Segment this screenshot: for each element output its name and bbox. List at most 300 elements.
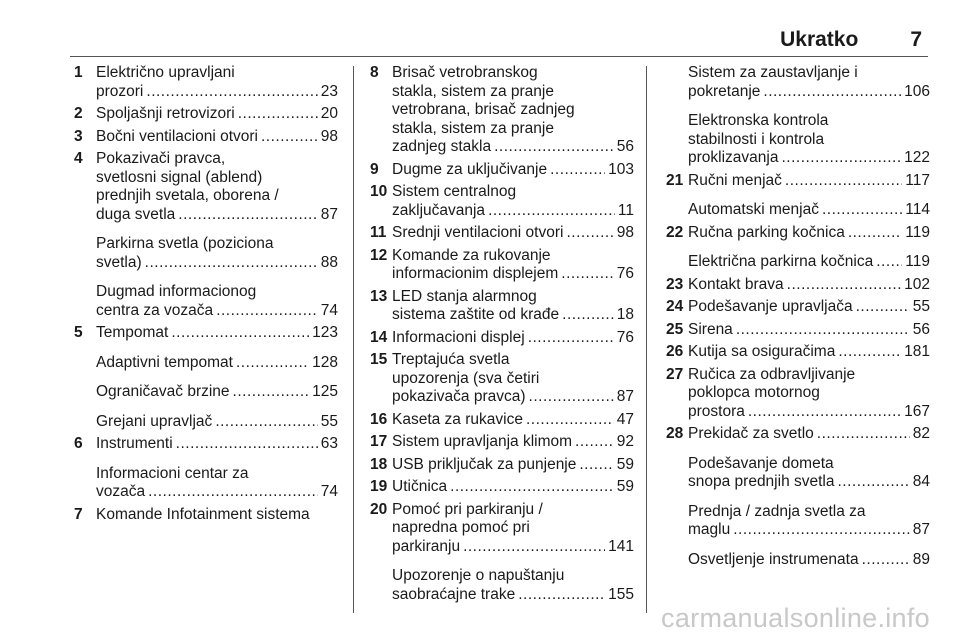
- toc-entry-title-line: proklizavanja: [688, 149, 779, 166]
- toc-entry: [662, 172, 930, 191]
- toc-entry-title-line: Automatski menjač: [688, 201, 819, 218]
- toc-entry-text: [688, 455, 930, 492]
- toc-entry-title-line: Srednji ventilacioni otvori: [392, 224, 564, 241]
- toc-entry-page: 181: [904, 343, 930, 360]
- toc-entry-page: 11: [617, 201, 634, 219]
- toc-entry-number: 4: [74, 150, 83, 167]
- toc-entry-title-line: Ručna parking kočnica: [688, 223, 845, 241]
- toc-entry-title-line: centra za vozača: [96, 301, 214, 319]
- toc-entry-number: 3: [74, 127, 83, 145]
- toc-entry-last-line: [392, 138, 634, 157]
- toc-entry-number: 9: [370, 160, 379, 178]
- toc-entry: [662, 64, 930, 101]
- toc-entry: [70, 324, 338, 343]
- dot-leader: [876, 253, 902, 272]
- toc-entry-text: [688, 551, 930, 570]
- toc-entry-number: 6: [74, 435, 83, 452]
- toc-entry-title-line: Podešavanje dometa: [688, 454, 834, 472]
- toc-entry-last-line: [392, 433, 634, 452]
- dot-leader: [733, 521, 910, 540]
- toc-entry-title-line: Informacioni displej: [392, 328, 525, 346]
- toc-entry: [366, 161, 634, 180]
- page-number: 7: [910, 28, 922, 51]
- toc-entry: [662, 551, 930, 570]
- toc-entry: [70, 105, 338, 124]
- toc-entry-page: 55: [912, 298, 930, 315]
- toc-entry-text: [96, 235, 338, 272]
- toc-entry-last-line: [96, 383, 338, 402]
- toc-entry-text: [688, 366, 930, 422]
- toc-entry-page: 141: [608, 537, 634, 555]
- toc-entry-title-line: vozača: [96, 483, 146, 500]
- toc-entry-title-line: Ručni menjač: [688, 171, 782, 189]
- toc-entry-last-line: [96, 435, 338, 454]
- toc-entry-last-line: [688, 298, 930, 317]
- toc-entry-last-line: [688, 403, 930, 422]
- toc-entry-number: 12: [370, 246, 388, 264]
- toc-entry-text: [392, 478, 634, 497]
- toc-entry: [662, 298, 930, 317]
- dot-leader: [848, 224, 902, 243]
- toc-entry-last-line: [688, 473, 930, 492]
- toc-entry-text: [688, 253, 930, 272]
- toc-entry-number: 23: [666, 275, 684, 293]
- toc-entry-title-line: Pokazivači pravca,: [96, 150, 226, 167]
- dot-leader: [856, 298, 910, 317]
- dot-leader: [822, 201, 902, 220]
- dot-leader: [781, 149, 901, 168]
- dot-leader: [146, 83, 317, 102]
- toc-entry-last-line: [688, 83, 930, 102]
- toc-entry-text: [392, 433, 634, 452]
- dot-leader: [838, 343, 901, 362]
- toc-entry-text: [392, 183, 634, 220]
- toc-entry-title-line: Dugmad informacionog: [96, 283, 257, 300]
- toc-entry-page: 114: [905, 201, 930, 218]
- toc-entry-last-line: [392, 456, 634, 475]
- toc-entry-page: 55: [320, 412, 338, 430]
- toc-entry-page: 98: [320, 127, 338, 145]
- toc-entry: [366, 288, 634, 325]
- dot-leader: [261, 128, 318, 147]
- toc-entry: [366, 247, 634, 284]
- toc-entry-title-line: Ograničavač brzine: [96, 383, 230, 400]
- page-title: Ukratko: [780, 28, 859, 51]
- toc-entry-last-line: [96, 302, 338, 321]
- toc-entry-title-line: pokretanje: [688, 82, 761, 100]
- toc-entry-text: [392, 456, 634, 475]
- toc-entry-page: 87: [320, 205, 338, 223]
- toc-entry-text: [392, 351, 634, 407]
- dot-leader: [145, 254, 318, 273]
- toc-entry-page: 20: [320, 105, 338, 122]
- toc-entry: [366, 64, 634, 157]
- toc-entry: [366, 183, 634, 220]
- toc-entry-title-line: informacionim displejem: [392, 265, 559, 282]
- toc-entry-last-line: [392, 306, 634, 325]
- toc-entry-number: [662, 503, 688, 540]
- toc-entry-last-line: [96, 413, 338, 432]
- toc-entry-title-line: Prekidač za svetlo: [688, 425, 814, 442]
- toc-entry-number: 26: [666, 343, 684, 360]
- toc-entry-title-line: poklopca motornog: [688, 384, 820, 401]
- toc-entry: [70, 435, 338, 454]
- toc-entry-last-line: [688, 276, 930, 295]
- toc-entry-title-line: upozorenja (sva četiri: [392, 369, 540, 387]
- toc-entry-number: 17: [370, 433, 388, 450]
- toc-entry-title-line: svetla): [96, 253, 142, 271]
- toc-entry-page: 76: [616, 265, 634, 282]
- toc-entry-page: 74: [320, 483, 338, 500]
- toc-entry-title-line: Tempomat: [96, 324, 169, 341]
- toc-entry-last-line: [392, 161, 634, 180]
- toc-entry: [70, 383, 338, 402]
- toc-entry: [70, 283, 338, 320]
- toc-entry-text: [392, 288, 634, 325]
- toc-entry-title-line: prozori: [96, 82, 144, 100]
- toc-entry-title-line: Kontakt brava: [688, 275, 784, 293]
- dot-leader: [526, 411, 614, 430]
- toc-entry-title-line: Grejani upravljač: [96, 412, 213, 430]
- toc-entry-title-line: stabilnosti i kontrola: [688, 130, 825, 148]
- toc-entry-text: [392, 247, 634, 284]
- dot-leader: [216, 302, 318, 321]
- toc-entry-title-line: duga svetla: [96, 205, 176, 223]
- toc-entry-text: [96, 324, 338, 343]
- toc-entry-title-line: Upozorenje o napuštanju: [392, 567, 565, 584]
- toc-entry-number: 27: [666, 365, 684, 383]
- toc-entry-number: [70, 383, 96, 402]
- toc-entry-title-line: Prednja / zadnja svetla za: [688, 502, 866, 520]
- toc-entry-text: [392, 224, 634, 243]
- toc-entry-text: [96, 354, 338, 373]
- dot-leader: [529, 388, 614, 407]
- toc-entry-page: 59: [616, 455, 634, 473]
- toc-entry: [366, 478, 634, 497]
- dot-leader: [488, 202, 615, 221]
- toc-entry-last-line: [688, 551, 930, 570]
- dot-leader: [176, 435, 318, 454]
- toc-entry-number: [70, 354, 96, 373]
- toc-entry-number: 22: [666, 223, 684, 241]
- toc-entry-last-line: [96, 254, 338, 273]
- toc-entry-page: 125: [312, 383, 338, 400]
- toc-entry-page: 117: [905, 171, 930, 189]
- dot-leader: [550, 161, 605, 180]
- dot-leader: [148, 483, 318, 502]
- toc-entry-number: [662, 455, 688, 492]
- toc-entry-text: [392, 567, 634, 604]
- toc-entry-number: 13: [370, 287, 388, 305]
- toc-entry: [70, 465, 338, 502]
- toc-entry-page: 119: [905, 223, 930, 241]
- toc-entry-page: 84: [912, 473, 930, 490]
- toc-column-2: [366, 64, 634, 608]
- watermark: carmanualsonline.info: [661, 603, 930, 633]
- toc-entry-title-line: Parkirna svetla (poziciona: [96, 235, 274, 252]
- toc-entry: [662, 321, 930, 340]
- toc-entry-title-line: zadnjeg stakla: [392, 138, 492, 155]
- toc-entry-title-line: Električno upravljani: [96, 64, 235, 81]
- toc-entry-last-line: [688, 321, 930, 340]
- dot-leader: [528, 329, 614, 348]
- dot-leader: [817, 425, 910, 444]
- toc-entry-last-line: [96, 506, 338, 525]
- toc-entry: [70, 506, 338, 525]
- toc-entry-title-line: Instrumenti: [96, 435, 173, 452]
- toc-entry-text: [688, 298, 930, 317]
- toc-entry: [70, 150, 338, 224]
- column-divider: [353, 66, 354, 613]
- toc-entry-text: [688, 201, 930, 220]
- toc-entry-number: 10: [370, 183, 388, 200]
- toc-entry: [662, 343, 930, 362]
- toc-entry-title-line: Pomoć pri parkiranju /: [392, 500, 543, 518]
- toc-entry-title-line: Električna parkirna kočnica: [688, 253, 874, 270]
- toc-entry-text: [392, 501, 634, 557]
- dot-leader: [463, 538, 605, 557]
- toc-entry: [366, 351, 634, 407]
- toc-entry-text: [96, 506, 338, 525]
- toc-entry: [662, 366, 930, 422]
- toc-entry-title-line: Spoljašnji retrovizori: [96, 105, 235, 122]
- dot-leader: [748, 403, 901, 422]
- toc-entry-text: [392, 411, 634, 430]
- toc-entry-page: 167: [904, 402, 930, 420]
- toc-entry-last-line: [392, 586, 634, 605]
- toc-entry-title-line: sistema zaštite od krađe: [392, 306, 560, 323]
- toc-entry: [70, 354, 338, 373]
- toc-entry-number: 2: [74, 105, 83, 122]
- header-rule: [70, 56, 928, 57]
- toc-entry-number: 28: [666, 425, 684, 442]
- toc-entry-page: 98: [616, 224, 634, 241]
- toc-entry-title-line: Osvetljenje instrumenata: [688, 550, 859, 568]
- dot-leader: [238, 105, 318, 124]
- dot-leader: [171, 324, 309, 343]
- toc-entry-page: 92: [616, 433, 634, 450]
- toc-entry-text: [688, 503, 930, 540]
- toc-entry-title-line: maglu: [688, 521, 731, 538]
- toc-entry-title-line: pokazivača pravca): [392, 388, 526, 405]
- toc-entry-title-line: Dugme za uključivanje: [392, 160, 548, 178]
- toc-entry-text: [96, 413, 338, 432]
- toc-entry-page: 128: [312, 353, 338, 371]
- toc-entry-page: 76: [616, 328, 634, 346]
- toc-entry-last-line: [392, 224, 634, 243]
- toc-entry-text: [96, 64, 338, 101]
- toc-entry-page: 89: [912, 550, 930, 568]
- toc-entry: [366, 411, 634, 430]
- toc-entry-number: 1: [74, 64, 83, 81]
- toc-entry-text: [688, 112, 930, 168]
- toc-entry-number: 25: [666, 320, 684, 338]
- toc-entry-last-line: [392, 329, 634, 348]
- toc-entry-title-line: stakla, sistem za pranje: [392, 119, 554, 137]
- toc-entry-number: 24: [666, 298, 684, 315]
- toc-entry-text: [688, 64, 930, 101]
- toc-entry-page: 82: [912, 425, 930, 442]
- toc-entry-text: [392, 64, 634, 157]
- toc-entry-number: [366, 567, 392, 604]
- toc-entry-page: 74: [320, 301, 338, 319]
- toc-entry-page: 18: [616, 306, 634, 323]
- toc-entry: [662, 455, 930, 492]
- toc-entry-last-line: [688, 521, 930, 540]
- toc-entry-page: 122: [904, 149, 930, 166]
- toc-entry-text: [688, 276, 930, 295]
- toc-entry-title-line: Sistem za zaustavljanje i: [688, 64, 858, 81]
- dot-leader: [178, 206, 317, 225]
- toc-entry-last-line: [688, 253, 930, 272]
- dot-leader: [215, 413, 317, 432]
- toc-entry-title-line: Elektronska kontrola: [688, 112, 829, 129]
- toc-entry-last-line: [392, 202, 634, 221]
- toc-entry-number: 8: [370, 64, 379, 81]
- toc-entry-title-line: USB priključak za punjenje: [392, 455, 577, 473]
- toc-entry-last-line: [392, 538, 634, 557]
- toc-entry-last-line: [96, 105, 338, 124]
- toc-entry-number: 7: [74, 505, 83, 523]
- toc-entry-page: 87: [912, 521, 930, 538]
- toc-entry: [662, 425, 930, 444]
- toc-entry-number: [70, 465, 96, 502]
- toc-entry-number: [70, 283, 96, 320]
- toc-entry: [366, 567, 634, 604]
- toc-entry-text: [688, 172, 930, 191]
- toc-entry-last-line: [96, 206, 338, 225]
- toc-entry-page: 23: [320, 82, 338, 100]
- dot-leader: [579, 456, 613, 475]
- toc-entry-title-line: Sirena: [688, 320, 733, 338]
- toc-entry-last-line: [96, 128, 338, 147]
- toc-entry-page: 123: [312, 324, 338, 341]
- toc-entry-text: [96, 383, 338, 402]
- toc-entry: [70, 64, 338, 101]
- toc-entry-number: [70, 235, 96, 272]
- toc-entry-last-line: [688, 201, 930, 220]
- toc-entry-page: 63: [320, 435, 338, 452]
- toc-entry-page: 47: [616, 410, 634, 428]
- toc-entry-title-line: prostora: [688, 402, 745, 420]
- toc-entry: [70, 235, 338, 272]
- toc-entry-number: 14: [370, 328, 388, 346]
- toc-entry: [662, 112, 930, 168]
- toc-entry-last-line: [392, 411, 634, 430]
- toc-entry-title-line: Informacioni centar za: [96, 464, 249, 482]
- toc-entry-page: 88: [320, 253, 338, 271]
- dot-leader: [575, 433, 614, 452]
- toc-entry: [70, 128, 338, 147]
- toc-entry-title-line: zaključavanja: [392, 201, 486, 219]
- toc-entry-page: 59: [616, 478, 634, 495]
- toc-entry: [70, 413, 338, 432]
- toc-entry-title-line: Bočni ventilacioni otvori: [96, 127, 258, 145]
- dot-leader: [566, 224, 613, 243]
- toc-entry-number: 19: [370, 478, 388, 495]
- toc-entry-title-line: Adaptivni tempomat: [96, 353, 233, 371]
- toc-entry-title-line: Komande za rukovanje: [392, 246, 551, 264]
- dot-leader: [862, 551, 910, 570]
- toc-entry-last-line: [688, 343, 930, 362]
- dot-leader: [562, 306, 614, 325]
- toc-entry-title-line: Sistem centralnog: [392, 183, 517, 200]
- toc-entry-page: 87: [616, 388, 634, 405]
- toc-entry: [366, 456, 634, 475]
- dot-leader: [233, 383, 310, 402]
- toc-entry-title-line: Sistem upravljanja klimom: [392, 433, 573, 450]
- toc-entry-number: 21: [666, 171, 684, 189]
- toc-entry: [662, 253, 930, 272]
- toc-entry-title-line: saobraćajne trake: [392, 585, 516, 603]
- toc-entry-page: 102: [904, 275, 930, 293]
- toc-entry-page: 155: [608, 585, 634, 603]
- toc-entry-last-line: [392, 265, 634, 284]
- toc-entry: [366, 501, 634, 557]
- toc-entry-title-line: Utičnica: [392, 478, 448, 495]
- dot-leader: [494, 138, 614, 157]
- toc-entry-last-line: [688, 172, 930, 191]
- toc-entry-number: 11: [370, 224, 387, 241]
- column-divider: [646, 66, 647, 613]
- toc-entry-page: 56: [912, 320, 930, 338]
- toc-entry-number: 15: [370, 351, 388, 368]
- toc-entry-last-line: [688, 149, 930, 168]
- page-header: [780, 28, 922, 52]
- toc-entry: [662, 503, 930, 540]
- toc-entry-title-line: vetrobrana, brisač zadnjeg: [392, 101, 575, 118]
- toc-entry-title-line: Brisač vetrobranskog: [392, 64, 538, 81]
- toc-entry-title-line: stakla, sistem za pranje: [392, 82, 554, 100]
- toc-column-1: [70, 64, 338, 528]
- toc-entry-text: [96, 150, 338, 224]
- toc-entry-title-line: parkiranju: [392, 537, 461, 555]
- dot-leader: [561, 265, 613, 284]
- toc-entry-title-line: Komande Infotainment sistema: [96, 505, 310, 523]
- toc-entry-number: 20: [370, 500, 388, 518]
- toc-entry-last-line: [392, 388, 634, 407]
- dot-leader: [785, 172, 902, 191]
- toc-entry-page: 103: [608, 160, 634, 178]
- toc-entry-number: 18: [370, 455, 388, 473]
- toc-entry-number: 16: [370, 410, 388, 428]
- toc-entry-number: [662, 112, 688, 168]
- toc-entry-text: [392, 161, 634, 180]
- dot-leader: [838, 473, 910, 492]
- toc-entry: [366, 224, 634, 243]
- toc-entry-number: [662, 201, 688, 220]
- dot-leader: [736, 321, 910, 340]
- toc-entry-text: [96, 128, 338, 147]
- toc-entry-title-line: prednjih svetala, oborena /: [96, 187, 279, 204]
- toc-entry-last-line: [96, 354, 338, 373]
- toc-entry-text: [688, 425, 930, 444]
- toc-entry-text: [96, 435, 338, 454]
- toc-entry-last-line: [96, 83, 338, 102]
- toc-entry-page: 119: [905, 253, 930, 270]
- toc-entry: [662, 224, 930, 243]
- toc-entry-text: [688, 343, 930, 362]
- dot-leader: [763, 83, 901, 102]
- dot-leader: [450, 478, 614, 497]
- toc-entry-title-line: Treptajuća svetla: [392, 351, 510, 368]
- toc-entry-title-line: Kutija sa osiguračima: [688, 343, 836, 360]
- toc-entry-number: [662, 64, 688, 101]
- toc-entry-text: [688, 321, 930, 340]
- toc-entry-last-line: [688, 224, 930, 243]
- toc-entry: [662, 201, 930, 220]
- toc-entry-title-line: Podešavanje upravljača: [688, 298, 853, 315]
